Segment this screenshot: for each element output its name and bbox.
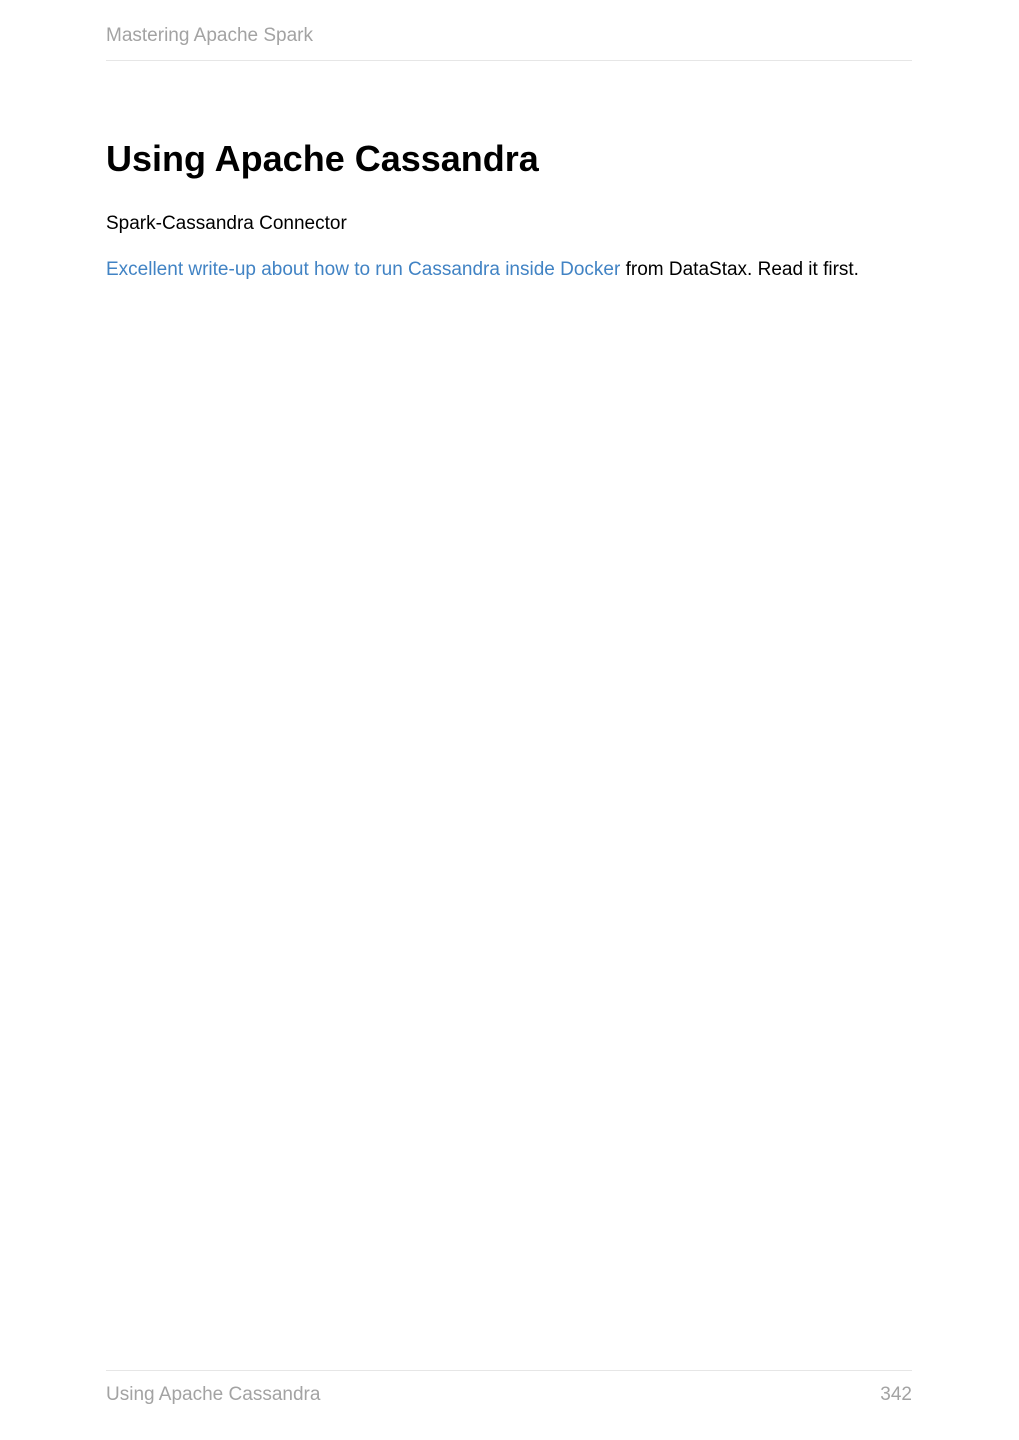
section-subtitle: Spark-Cassandra Connector — [106, 213, 347, 234]
page-number: 342 — [880, 1384, 912, 1405]
book-title: Mastering Apache Spark — [106, 25, 314, 46]
page-footer — [106, 1370, 912, 1407]
page-header — [106, 24, 912, 61]
docker-writeup-link[interactable]: Excellent write-up about how to run Cassandra inside Docker — [106, 259, 621, 280]
intro-paragraph — [106, 258, 912, 282]
page-content — [106, 136, 912, 282]
page-title: Using Apache Cassandra — [106, 138, 539, 179]
footer-chapter-title: Using Apache Cassandra — [106, 1384, 321, 1405]
paragraph-rest-text: from DataStax. Read it first. — [620, 259, 859, 280]
